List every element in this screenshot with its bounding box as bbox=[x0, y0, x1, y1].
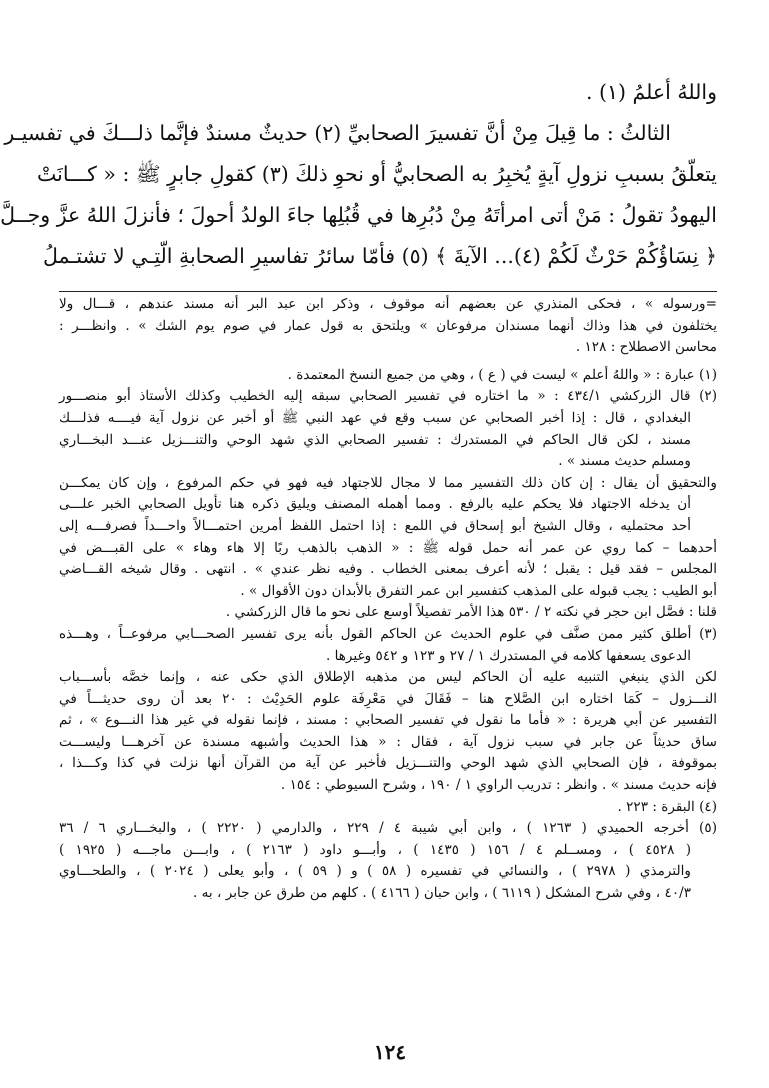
footnote-line: لكن الذي ينبغي التنبيه عليه أن الحاكم ليس من مذهبه الإطلاق الذي حكى عنه ، وإنما خصَّه بأســـباب bbox=[59, 669, 717, 686]
main-line: الثالثُ : ما قِيلَ مِنْ أنَّ تفسيرَ الصحابيِّ (٢) حديثٌ مسندٌ فإنَّما ذلـــكَ في تفسيـر bbox=[4, 121, 671, 145]
footnote-line: مسند ، لكن قال الحاكم في المستدرك : تفسير الصحابي الذي شهد الوحي والتنـــزيل عنـــد البخـــاري bbox=[59, 431, 691, 448]
footnote-line: البغدادي ، قال : إذا أخبر الصحابي عن سبب وقع في عهد النبي ﷺ أو أخبر عن نزول آية فيــــه فذلـــك bbox=[59, 409, 691, 426]
footnote-line: بموقوفة ، فإن الصحابي الذي شهد الوحي والتنـــزيل فأخبر عن آية من القرآن أنها نزلت في كذا وكـــذا ، bbox=[59, 755, 717, 772]
footnote-line: ساق حديثاً عن جابر في سبب نزول آية ، فقال : « هذا الحديث وأشبهه مسندة عن آخرهـــا وليســـت bbox=[59, 733, 717, 750]
footnote-line: والترمذي ( ٢٩٧٨ ) ، والنسائي في تفسيره ( ٥٨ ) و ( ٥٩ ) ، وأبو يعلى ( ٢٠٢٤ ) ، والطحـــاوي bbox=[59, 863, 691, 880]
footnote-line: (٤) البقرة : ٢٢٣ . bbox=[617, 798, 717, 815]
footnote-line: قلنا : فصَّل ابن حجر في نكته ٢ / ٥٣٠ هذا الأمر تفصيلاً أوسع على نحو ما قال الزركشي . bbox=[225, 604, 717, 621]
footnote-line: ومسلم حديث مسند » . bbox=[558, 453, 691, 470]
footnotes bbox=[59, 294, 717, 905]
footnote-line: (١) عبارة : « واللهُ أعلم » ليست في ( ع ) ، وهي من جميع النسخ المعتمدة . bbox=[287, 366, 717, 383]
footnote-line: يختلفون في هذا وذاك أنهما مسندان مرفوعان » ويلتحق به قول عمار في صوم يوم الشك » . وانظـــر : bbox=[59, 317, 717, 334]
footnote-line: محاسن الاصطلاح : ١٢٨ . bbox=[575, 339, 717, 356]
main-line: واللهُ أعلمُ (١) . bbox=[585, 80, 717, 104]
footnote-line: ٤٠/٣ ، وفي شرح المشكل ( ٦١١٩ ) ، وابن حبان ( ٤١٦٦ ) . كلهم من طرق عن جابر ، به . bbox=[192, 885, 691, 902]
footnote-line: الدعوى يسعفها كلامه في المستدرك ١ / ٢٧ و ١٢٣ و ٥٤٢ وغيرها . bbox=[325, 647, 691, 664]
footnote-line: =ورسوله » ، فحكى المنذري عن بعضهم أنه موقوف ، وذكر ابن عبد البر أنه مسند عندهم ، قـــال ولا bbox=[59, 296, 717, 312]
footnote-divider bbox=[59, 291, 717, 292]
footnote-line: أن يدخله الاجتهاد فلا يحكم عليه بالرفع . ومما أهمله المصنف ويليق ذكره هنا تأويل الصحابي الخبر علـــى bbox=[59, 496, 691, 513]
footnote-line: النـــزول – كَمَا اختاره ابن الصَّلاح هنا – فَقَالَ في مَعْرِفَة علوم الحَدِيْث : ٢٠ بعد أن روى حديثـــاً في bbox=[59, 690, 718, 707]
footnote-line: (٢) قال الزركشي ٤٣٤/١ : « ما اختاره في تفسير الصحابي سبقه إليه الخطيب وكذلك الأستاذ أبو منصـــور bbox=[59, 388, 717, 405]
main-line: ﴿ نِسَاؤُكُمْ حَرْثٌ لَكُمْ (٤)... الآيةَ ﴾ (٥) فأمّا سائرُ تفاسيرِ الصحابةِ الّتِـي لا تشتـملُ bbox=[42, 244, 717, 268]
footnote-line: أبو الطيب : يجب قبوله على المذهب كتفسير ابن عمر التفرق بالأبدان دون الأقوال » . bbox=[240, 582, 717, 599]
footnote-line: أحدهما – كما روي عن عمر أنه حمل قوله ﷺ : « الذهب بالذهب ربًا إلا هاء وهاء » على القبـــض في bbox=[59, 539, 717, 556]
footnote-line: ( ٤٥٢٨ ) ، ومســلم ٤ / ١٥٦ ( ١٤٣٥ ) ، وأبـــو داود ( ٢١٦٣ ) ، وابـــن ماجـــه ( ١٩٢٥ ) bbox=[59, 841, 692, 858]
footnote-line: (٣) أطلق كثير ممن صنَّف في علوم الحديث عن الحاكم القول بأنه يرى تفسير الصحـــابي مرفوعــاً ، وهـــذه bbox=[59, 625, 717, 642]
footnote-line: (٥) أخرجه الحميدي ( ١٢٦٣ ) ، وابن أبي شيبة ٤ / ٢٢٩ ، والدارمي ( ٢٢٢٠ ) ، والبخـــاري ٦ / ٣٦ bbox=[59, 820, 717, 837]
footnote-line: فإنه حديث مسند » . وانظر : تدريب الراوي ١ / ١٩٠ ، وشرح السيوطي : ١٥٤ . bbox=[280, 777, 717, 794]
main-line: يتعلّقُ بسببِ نزولِ آيةٍ يُخبِرُ به الصحابيُّ أو نحوِ ذلكَ (٣) كقولِ جابرٍ ﷺ : « كـــانَتْ bbox=[37, 162, 717, 186]
footnote-line: أحد محتمليه ، وقال الشيخ أبو إسحاق في اللمع : إذا احتمل اللفظ أمرين احتمـــالاً واحـــداً فصرفـــه إلى bbox=[59, 517, 691, 534]
page-number: ١٢٤ bbox=[373, 1040, 407, 1064]
footnote-line: التفسير عن أبي هريرة : « فأما ما نقول في تفسير الصحابي : مسند ، فإنما نقوله في غير هذا النـــوع » ، ثم bbox=[59, 712, 717, 729]
footnote-line: المجلس – فقد قيل : يقبل ؛ لأنه أعرف بمعنى الخطاب . وفيه نظر عندي » . انتهى . وقال شيخه القـــاضي bbox=[59, 561, 717, 578]
main-line: اليهودُ تقولُ : مَنْ أتى امرأتَهُ مِنْ دُبُرِها في قُبُلِها جاءَ الولدُ أحولَ ؛ فأنزلَ اللهُ عزَّ وجــلَّ bbox=[0, 203, 717, 227]
main-text bbox=[0, 72, 717, 277]
footnote-line: والتحقيق أن يقال : إن كان ذلك التفسير مما لا مجال للاجتهاد فيه فهو في حكم المرفوع ، وإن كان يمكـــن bbox=[59, 474, 717, 491]
